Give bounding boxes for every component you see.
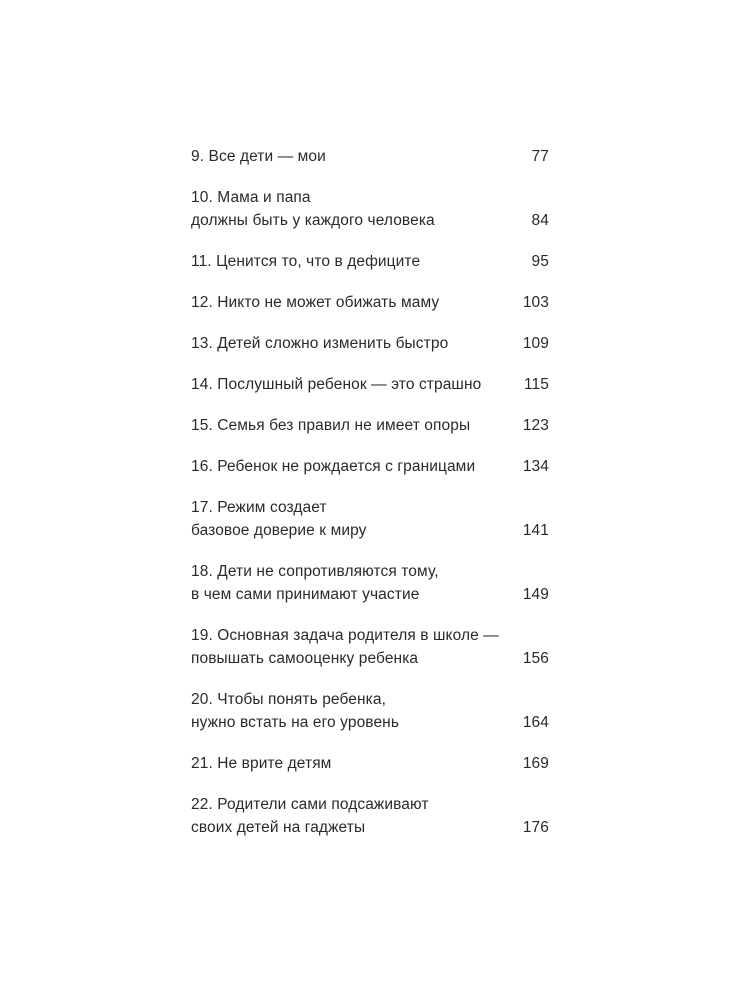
toc-entry-title: 9. Все дети — мои xyxy=(191,148,326,165)
toc-entry-title: 17. Режим создает xyxy=(191,499,327,516)
toc-entry xyxy=(191,145,551,168)
toc-entry xyxy=(191,414,551,437)
toc-entry-title: 15. Семья без правил не имеет опоры xyxy=(191,417,471,434)
toc-entry-page-number: 169 xyxy=(522,755,549,772)
toc-entry-page-number: 123 xyxy=(522,417,549,434)
toc-entry-title-continued: повышать самооценку ребенка xyxy=(191,650,419,667)
toc-entry-title: 18. Дети не сопротивляются тому, xyxy=(191,563,439,580)
table-of-contents xyxy=(191,145,551,839)
toc-entry-title-continued: должны быть у каждого человека xyxy=(191,212,435,229)
toc-entry-title: 16. Ребенок не рождается с границами xyxy=(191,458,476,475)
toc-entry xyxy=(191,186,551,232)
toc-entry-title: 13. Детей сложно изменить быстро xyxy=(191,335,449,352)
toc-entry-title-continued: базовое доверие к миру xyxy=(191,522,367,539)
toc-entry xyxy=(191,332,551,355)
toc-entry-title: 20. Чтобы понять ребенка, xyxy=(191,691,387,708)
toc-entry-page-number: 156 xyxy=(522,650,549,667)
toc-entry-page-number: 115 xyxy=(523,376,549,393)
toc-entry-page-number: 103 xyxy=(522,294,549,311)
toc-entry xyxy=(191,752,551,775)
toc-entry xyxy=(191,624,551,670)
toc-entry-page-number: 109 xyxy=(522,335,549,352)
toc-entry xyxy=(191,291,551,314)
toc-entry-title: 14. Послушный ребенок — это страшно xyxy=(191,376,482,393)
toc-entry xyxy=(191,455,551,478)
toc-entry-title-continued: в чем сами принимают участие xyxy=(191,586,420,603)
toc-entry xyxy=(191,250,551,273)
toc-entry-page-number: 149 xyxy=(522,586,549,603)
toc-entry xyxy=(191,688,551,734)
toc-entry xyxy=(191,560,551,606)
toc-entry-title: 10. Мама и папа xyxy=(191,189,311,206)
toc-entry xyxy=(191,373,551,396)
toc-entry-title: 19. Основная задача родителя в школе — xyxy=(191,627,499,644)
toc-entry-title-continued: нужно встать на его уровень xyxy=(191,714,400,731)
toc-entry-page-number: 164 xyxy=(522,714,549,731)
toc-entry-page-number: 134 xyxy=(522,458,549,475)
toc-entry xyxy=(191,793,551,839)
toc-entry-title: 22. Родители сами подсаживают xyxy=(191,796,429,813)
toc-entry-page-number: 141 xyxy=(522,522,549,539)
toc-entry-title-continued: своих детей на гаджеты xyxy=(191,819,366,836)
toc-entry xyxy=(191,496,551,542)
toc-entry-page-number: 84 xyxy=(531,212,549,229)
toc-entry-title: 11. Ценится то, что в дефиците xyxy=(191,253,421,270)
toc-entry-title: 21. Не врите детям xyxy=(191,755,332,772)
toc-entry-page-number: 77 xyxy=(531,148,549,165)
toc-entry-title: 12. Никто не может обижать маму xyxy=(191,294,440,311)
toc-entry-page-number: 176 xyxy=(522,819,549,836)
toc-entry-page-number: 95 xyxy=(531,253,549,270)
